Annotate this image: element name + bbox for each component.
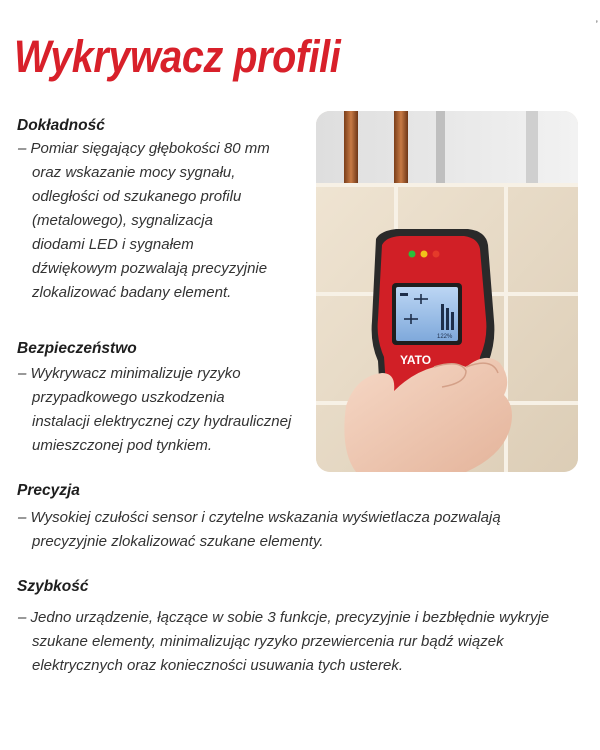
text-line: umieszczonej pod tynkiem. (32, 437, 213, 454)
pipe (344, 111, 358, 183)
text-line: elektrycznych oraz konieczności usuwania tych usterek. (32, 657, 404, 674)
section-body-accuracy (18, 137, 270, 305)
text-line: diodami LED i sygnałem (32, 236, 194, 253)
page-title: Wykrywacz profili (14, 31, 341, 82)
section-heading-precision: Precyzja (17, 482, 80, 499)
text-line: szukane elementy, minimalizując ryzyko przewiercenia rur bądź wiązek (32, 633, 504, 650)
section-body-safety (18, 362, 291, 458)
text-line: – Wysokiej czułości sensor i czytelne wskazania wyświetlacza pozwalają (18, 509, 501, 526)
text-line: (metalowego), sygnalizacja (32, 212, 213, 229)
conduit (436, 111, 445, 183)
text-line: precyzyjnie zlokalizować szukane elementy. (32, 533, 324, 550)
text-line: – Wykrywacz minimalizuje ryzyko (18, 365, 241, 382)
text-line: dźwiękowym pozwalają precyzyjnie (32, 260, 268, 277)
text-line: instalacji elektrycznej czy hydraulicznej (32, 413, 292, 430)
corner-mark: ʼ (595, 20, 598, 31)
pipe (394, 111, 408, 183)
conduit (526, 111, 538, 183)
text-line: zlokalizować badany element. (32, 284, 232, 301)
brand-logo-text: YATO (400, 353, 432, 367)
text-line: oraz wskazanie mocy sygnału, (32, 164, 236, 181)
screen-percent: 122% (437, 334, 453, 340)
text-line: odległości od szukanego profilu (32, 188, 242, 205)
section-heading-accuracy: Dokładność (17, 117, 105, 134)
section-body-speed (18, 606, 549, 678)
text-line: – Jedno urządzenie, łączące w sobie 3 funkcje, precyzyjnie i bezbłędnie wykryje (18, 609, 550, 626)
text-line: przypadkowego uszkodzenia (32, 389, 225, 406)
section-heading-speed: Szybkość (17, 578, 89, 595)
text-line: – Pomiar sięgający głębokości 80 mm (18, 140, 270, 157)
section-body-precision (18, 506, 501, 554)
product-photo (316, 111, 578, 472)
section-heading-safety: Bezpieczeństwo (17, 340, 137, 357)
